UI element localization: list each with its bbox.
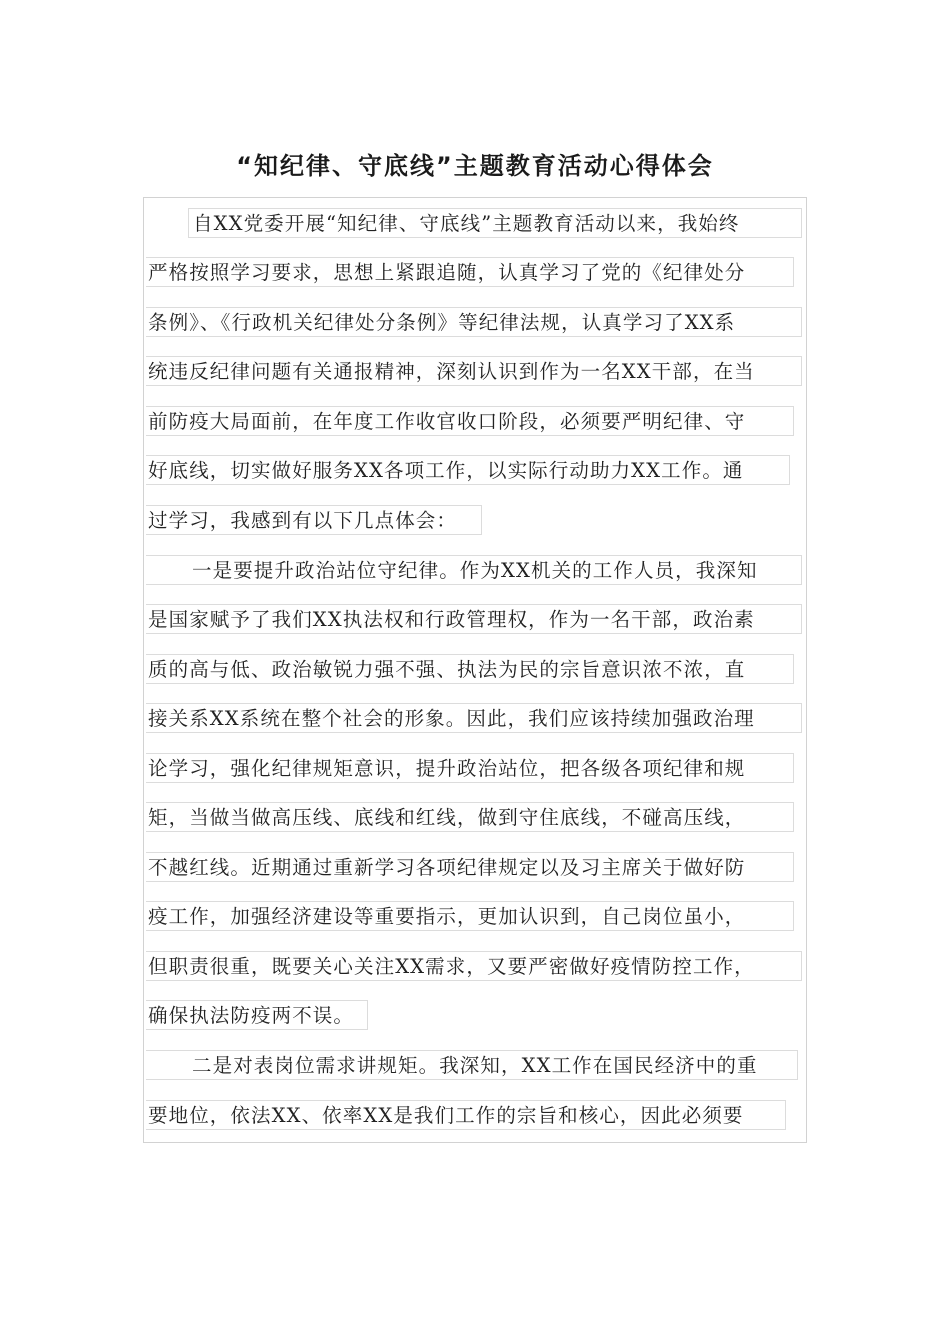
text-line: 是国家赋予了我们XX执法权和行政管理权，作为一名干部，政治素 [146,604,802,634]
text-line: 过学习，我感到有以下几点体会： [146,505,482,535]
text-line: 一是要提升政治站位守纪律。作为XX机关的工作人员，我深知 [146,555,802,585]
text-line: 自XX党委开展“知纪律、守底线”主题教育活动以来，我始终 [188,208,802,238]
text-line: 疫工作，加强经济建设等重要指示，更加认识到，自己岗位虽小， [146,901,794,931]
text-line: 论学习，强化纪律规矩意识，提升政治站位，把各级各项纪律和规 [146,753,794,783]
text-line: 前防疫大局面前，在年度工作收官收口阶段，必须要严明纪律、守 [146,406,794,436]
text-line: 好底线，切实做好服务XX各项工作，以实际行动助力XX工作。通 [146,455,790,485]
text-line: 接关系XX系统在整个社会的形象。因此，我们应该持续加强政治理 [146,703,802,733]
text-line: 要地位，依法XX、依率XX是我们工作的宗旨和核心，因此必须要 [146,1100,786,1130]
text-line: 严格按照学习要求，思想上紧跟追随，认真学习了党的《纪律处分 [146,257,794,287]
document-title: “知纪律、守底线”主题教育活动心得体会 [236,152,714,180]
text-line: 统违反纪律问题有关通报精神，深刻认识到作为一名XX干部，在当 [146,356,802,386]
text-line: 二是对表岗位需求讲规矩。我深知，XX工作在国民经济中的重 [146,1050,798,1080]
text-line: 条例》、《行政机关纪律处分条例》等纪律法规，认真学习了XX系 [146,307,802,337]
text-line: 但职责很重，既要关心关注XX需求，又要严密做好疫情防控工作， [146,951,802,981]
text-line: 不越红线。近期通过重新学习各项纪律规定以及习主席关于做好防 [146,852,794,882]
text-line: 矩，当做当做高压线、底线和红线，做到守住底线，不碰高压线， [146,802,794,832]
text-line: 确保执法防疫两不误。 [146,1000,368,1030]
text-line: 质的高与低、政治敏锐力强不强、执法为民的宗旨意识浓不浓，直 [146,654,794,684]
